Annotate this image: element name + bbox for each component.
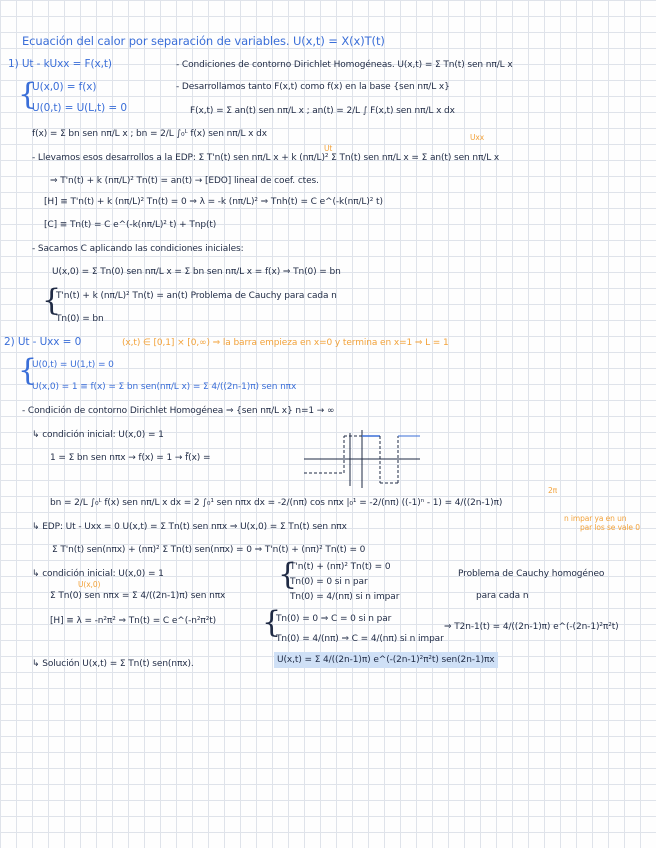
note-line: ↳ EDP: Ut - Uxx = 0 U(x,t) = Σ Tn(t) sen nπx ⇒ U(x,0) = Σ Tn(t) sen nπx	[32, 522, 347, 532]
note-line: Σ Tn(0) sen nπx = Σ 4/((2n-1)π) sen nπx	[50, 591, 226, 601]
note-line: Tn(0) = 4/(nπ) si n impar	[290, 592, 400, 602]
brace: {	[42, 283, 62, 318]
note-line: - Condición de contorno Dirichlet Homogénea ⇒ {sen nπ/L x} n=1 → ∞	[22, 406, 335, 416]
note-line: Σ T'n(t) sen(nπx) + (nπ)² Σ Tn(t) sen(nπx) = 0 ⇒ T'n(t) + (nπ)² Tn(t) = 0	[52, 545, 366, 555]
note-line: Tn(0) = 0 si n par	[290, 577, 368, 587]
note-line: T'n(t) + (nπ)² Tn(t) = 0	[290, 562, 391, 572]
annotation: par los se vale 0	[580, 523, 640, 532]
initial-condition: U(x,0) = 1 ≡ f(x) = Σ bn sen(nπ/L x) = Σ 4/((2n-1)π) sen nπx	[32, 382, 297, 392]
annotation: Uxx	[470, 133, 485, 142]
annotation: Ut	[324, 144, 333, 153]
note-line: Problema de Cauchy homogéneo	[458, 569, 605, 579]
odd-extension-graph	[304, 428, 420, 490]
brace: {	[278, 557, 298, 592]
note-line: T'n(t) + k (nπ/L)² Tn(t) = an(t) Problema de Cauchy para cada n	[56, 291, 337, 301]
note-line: ↳ condición inicial: U(x,0) = 1	[32, 569, 164, 579]
problem-2-heading: 2) Ut - Uxx = 0	[4, 336, 82, 348]
note-line: - Condiciones de contorno Dirichlet Homogéneas. U(x,t) = Σ Tn(t) sen nπ/L x	[176, 60, 513, 70]
brace: {	[18, 353, 38, 388]
note-line: Tn(0) = 0 ⇒ C = 0 si n par	[276, 614, 392, 624]
domain-annotation: (x,t) ∈ [0,1] × [0,∞) ⇒ la barra empieza en x=0 y termina en x=1 ⇒ L = 1	[122, 338, 449, 348]
problem-1-heading: 1) Ut - kUxx = F(x,t)	[8, 58, 112, 70]
note-line: [H] ≡ λ = -n²π² ⇒ Tn(t) = C e^(-n²π²t)	[50, 616, 217, 626]
annotation: U(x,0)	[78, 580, 101, 589]
boundary-condition: U(0,t) = U(1,t) = 0	[32, 360, 114, 370]
note-line: U(x,0) = Σ Tn(0) sen nπ/L x = Σ bn sen nπ/L x = f(x) ⇒ Tn(0) = bn	[52, 267, 341, 277]
note-line: ↳ condición inicial: U(x,0) = 1	[32, 430, 164, 440]
note-line: - Llevamos esos desarrollos a la EDP: Σ T'n(t) sen nπ/L x + k (nπ/L)² Σ Tn(t) sen nπ/L x = Σ an(t) sen nπ/L x	[32, 153, 500, 163]
brace: {	[262, 605, 282, 640]
note-line: [H] ≡ T'n(t) + k (nπ/L)² Tn(t) = 0 ⇒ λ = -k (nπ/L)² ⇒ Tnh(t) = C e^(-k(nπ/L)² t)	[44, 197, 383, 207]
note-line: - Sacamos C aplicando las condiciones iniciales:	[32, 244, 244, 254]
note-line: bn = 2/L ∫₀ᴸ f(x) sen nπ/L x dx = 2 ∫₀¹ sen nπx dx = -2/(nπ) cos nπx |₀¹ = -2/(nπ) ((-1)ⁿ - 1) = 4/((2n-1)π)	[50, 498, 503, 508]
page-title: Ecuación del calor por separación de variables. U(x,t) = X(x)T(t)	[22, 34, 385, 48]
solution-label: ↳ Solución U(x,t) = Σ Tn(t) sen(nπx).	[32, 659, 194, 669]
annotation: 2π	[548, 486, 558, 495]
note-line: Tn(0) = 4/(nπ) ⇒ C = 4/(nπ) si n impar	[276, 634, 444, 644]
note-line: Tn(0) = bn	[56, 314, 104, 324]
note-line: para cada n	[476, 591, 529, 601]
note-line: ⇒ T'n(t) + k (nπ/L)² Tn(t) = an(t) → [EDO] lineal de coef. ctes.	[50, 176, 319, 186]
note-line: f(x) = Σ bn sen nπ/L x ; bn = 2/L ∫₀ᴸ f(x) sen nπ/L x dx	[32, 129, 267, 139]
annotation: n impar ya en un	[564, 514, 627, 523]
note-line: 1 = Σ bn sen nπx → f(x) = 1 → f̃(x) =	[50, 453, 211, 463]
note-line: F(x,t) = Σ an(t) sen nπ/L x ; an(t) = 2/L ∫ F(x,t) sen nπ/L x dx	[190, 106, 455, 116]
final-solution: U(x,t) = Σ 4/((2n-1)π) e^(-(2n-1)²π²t) sen(2n-1)πx	[274, 652, 498, 668]
note-line: [C] ≡ Tn(t) = C e^(-k(nπ/L)² t) + Tnp(t)	[44, 220, 217, 230]
brace: {	[18, 77, 38, 112]
initial-condition: U(x,0) = f(x)	[32, 81, 97, 93]
note-line: ⇒ T2n-1(t) = 4/((2n-1)π) e^(-(2n-1)²π²t)	[444, 622, 619, 632]
boundary-condition: U(0,t) = U(L,t) = 0	[32, 102, 127, 114]
note-line: - Desarrollamos tanto F(x,t) como f(x) en la base {sen nπ/L x}	[176, 82, 450, 92]
